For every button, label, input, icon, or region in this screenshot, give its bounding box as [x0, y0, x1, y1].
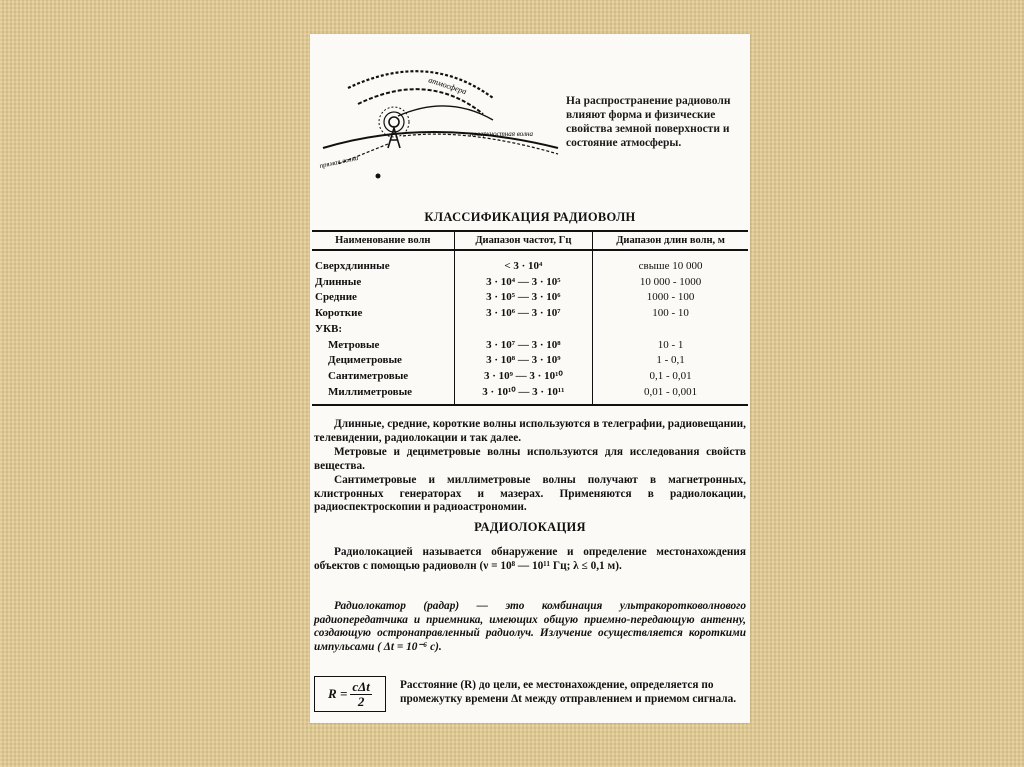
formula-fraction	[350, 680, 372, 709]
frequency-range-cell: 3 · 10¹⁰ — 3 · 10¹¹	[454, 385, 593, 406]
wave-name-cell: Средние	[315, 291, 357, 304]
usage-paragraph-1: Длинные, средние, короткие волны используются в телеграфии, радиовещании, телевидении, радиолокации и так далее.	[314, 418, 746, 444]
wave-name-cell: УКВ:	[315, 322, 343, 335]
wavelength-range-cell: 0,1 - 0,01	[593, 369, 748, 385]
classification-table-body	[312, 250, 748, 405]
wavelength-range-cell: свыше 10 000	[593, 250, 748, 275]
table-row	[312, 353, 748, 369]
frequency-range-cell: 3 · 10⁸ — 3 · 10⁹	[454, 353, 593, 369]
table-row	[312, 275, 748, 291]
frequency-range-cell: 3 · 10⁹ — 3 · 10¹⁰	[454, 369, 593, 385]
distance-text: Расстояние (R) до цели, ее местонахождение, определяется по промежутку времени Δt между отправлением и приемом сигнала.	[400, 679, 737, 705]
wave-name-cell: Метровые	[328, 338, 380, 351]
wavelength-range-cell: 10 - 1	[593, 338, 748, 354]
table-header-row	[312, 231, 748, 250]
wavelength-range-cell	[593, 322, 748, 338]
header-name: Наименование волн	[312, 231, 454, 250]
classification-table	[312, 230, 748, 406]
frequency-range-cell: 3 · 10⁷ — 3 · 10⁸	[454, 338, 593, 354]
intro-text: На распространение радиоволн влияют форма и физические свойства земной поверхности и состояние атмосферы.	[566, 95, 731, 149]
wave-name-cell: Короткие	[315, 307, 363, 320]
radar-definition: Радиолокацией называется обнаружение и определение местонахождения объектов с помощью радиоволн (ν = 10⁸ — 10¹¹ Гц; λ ≤ 0,1 м).	[314, 546, 746, 572]
distance-formula	[314, 676, 386, 712]
header-frequency: Диапазон частот, Гц	[454, 231, 593, 250]
frequency-range-cell: 3 · 10⁶ — 3 · 10⁷	[454, 306, 593, 322]
table-row	[312, 385, 748, 406]
wave-name-cell: Длинные	[315, 275, 362, 288]
wavelength-range-cell: 1000 - 100	[593, 290, 748, 306]
wavelength-range-cell: 1 - 0,1	[593, 353, 748, 369]
radar-title: РАДИОЛОКАЦИЯ	[474, 520, 586, 534]
receiver-dot	[376, 174, 381, 179]
usage-paragraph-2: Метровые и дециметровые волны используются для исследования свойств вещества.	[314, 446, 746, 472]
table-row	[312, 338, 748, 354]
wave-name-cell: Сантиметровые	[328, 369, 409, 382]
usage-paragraph-3: Сантиметровые и миллиметровые волны получают в магнетронных, клистронных генераторах и мазерах. Применяются в радиолокации, радиоспектроскопии и радиоастрономии.	[314, 474, 746, 513]
header-wavelength: Диапазон длин волн, м	[593, 231, 748, 250]
table-row	[312, 250, 748, 275]
classification-title: КЛАССИФИКАЦИЯ РАДИОВОЛН	[424, 210, 636, 224]
reflected-wave-path	[398, 106, 493, 120]
wavelength-range-cell: 10 000 - 1000	[593, 275, 748, 291]
table-row	[312, 369, 748, 385]
wave-name-cell: Дециметровые	[328, 354, 402, 367]
frequency-range-cell: 3 · 10⁵ — 3 · 10⁶	[454, 290, 593, 306]
frequency-range-cell: 3 · 10⁴ — 3 · 10⁵	[454, 275, 593, 291]
document-page	[310, 34, 750, 723]
table-row	[312, 322, 748, 338]
wavelength-range-cell: 100 - 10	[593, 306, 748, 322]
radar-description: Радиолокатор (радар) — это комбинация ультракоротковолнового радиопередатчика и приемника, имеющих общую приемно-передающую антенну, создающую остронаправленный радиолуч. Излучение осуществляется короткими импульсами ( Δt = 10⁻⁶ с).	[314, 600, 746, 653]
table-row	[312, 306, 748, 322]
frequency-range-cell	[454, 322, 593, 338]
wavelength-range-cell: 0,01 - 0,001	[593, 385, 748, 406]
label-direct-wave: прямая волна	[318, 153, 359, 170]
formula-numerator: cΔt	[352, 678, 370, 694]
wave-name-cell: Сверхдлинные	[315, 260, 390, 272]
frequency-range-cell: < 3 · 10⁴	[454, 250, 593, 275]
formula-denominator: 2	[357, 693, 365, 709]
wave-name-cell: Миллиметровые	[312, 385, 454, 406]
table-row	[312, 290, 748, 306]
atmosphere-arc-outer	[348, 71, 493, 98]
propagation-diagram	[318, 56, 563, 186]
label-surface-wave: поверхностная волна	[470, 130, 534, 138]
formula-lhs: R =	[328, 686, 348, 701]
label-atmosphere: атмосфера	[427, 75, 468, 97]
